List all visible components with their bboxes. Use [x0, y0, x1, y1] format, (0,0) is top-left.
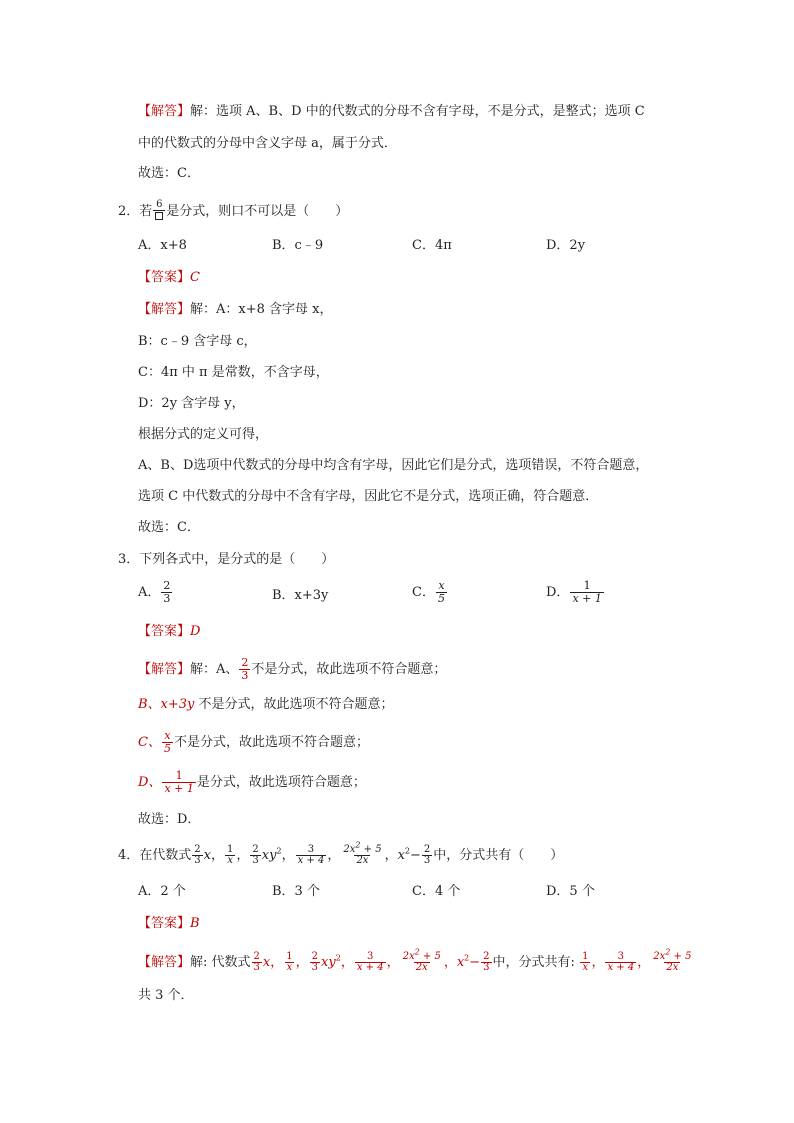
answer-tag: 【答案】	[138, 916, 191, 931]
answer-tag: 【答案】	[138, 624, 191, 639]
q2-stem-text: 是分式，则口不可以是（ ）	[166, 204, 349, 219]
solution-result-expressions: $\frac{1}{x}$ ， $\frac{3}{x + 4}$ ， $\frac{2x^2 + 5}{2x}$	[582, 947, 692, 973]
solution-fraction	[162, 730, 173, 755]
solution-tag: 【解答】	[138, 302, 191, 317]
q4-option-a: A．2 个	[138, 884, 186, 899]
answer-value: C	[190, 270, 200, 285]
fraction-denominator: x + 1	[572, 592, 602, 605]
solution-fraction	[162, 770, 195, 795]
q2-solution-line1	[138, 300, 333, 320]
solution-tag: 【解答】	[138, 955, 191, 970]
q4-answer	[138, 914, 200, 934]
q4-stem-text: 4．在代数式	[118, 848, 192, 863]
q3-solution-line4	[138, 770, 366, 795]
option-fraction	[570, 580, 603, 605]
q3-choice: 故选：D．	[138, 812, 201, 827]
solution-expression: B、x+3y	[138, 697, 195, 712]
solution-text: 解: 代数式	[190, 955, 251, 970]
q3-solution-line3	[138, 730, 369, 755]
option-label: D．	[546, 585, 570, 600]
fraction-denominator: 5	[437, 592, 445, 605]
solution-expression: C、	[138, 735, 161, 750]
fraction-denominator	[153, 210, 165, 223]
fraction-numerator: 1	[175, 769, 183, 782]
q4-stem-text: 中，分式共有（ ）	[433, 848, 564, 863]
answer-tag: 【答案】	[138, 270, 191, 285]
q1-solution-line1	[138, 102, 645, 122]
q2-option-d: D．2y	[546, 238, 586, 253]
q2-answer	[138, 268, 200, 288]
q3-option-b: B．x+3y	[272, 588, 329, 603]
q2-solution-line5: 根据分式的定义可得，	[138, 427, 269, 442]
solution-fraction	[239, 657, 250, 682]
q2-solution-line4: D：2y 含字母 y，	[138, 396, 245, 411]
q2-solution-line2: B：c﹣9 含字母 c，	[138, 334, 257, 349]
q2-solution-line7: 选项 C 中代数式的分母中不含有字母，因此它不是分式，选项正确，符合题意．	[138, 489, 599, 504]
solution-text: 解：选项 A、B、D 中的代数式的分母不含有字母，不是分式，是整式；选项 C	[190, 104, 645, 119]
solution-text: 不是分式，故此选项不符合题意；	[194, 697, 394, 712]
answer-value: B	[190, 916, 200, 931]
q2-choice: 故选：C．	[138, 520, 200, 535]
solution-text: 解：A：x+8 含字母 x，	[190, 302, 333, 317]
q2-stem	[118, 200, 348, 223]
q3-solution-line2	[138, 695, 394, 715]
q2-number: 2．若	[118, 204, 153, 219]
fraction-denominator: 3	[163, 592, 171, 605]
q3-solution-line1	[138, 657, 446, 682]
fraction-denominator: 5	[163, 742, 171, 755]
solution-tag: 【解答】	[138, 104, 191, 119]
solution-text: 不是分式，故此选项不符合题意；	[251, 662, 447, 677]
solution-expressions: $\frac{2}{3}$ x， $\frac{1}{x}$ ， $\frac{2}{3}$ $xy^2$， $\frac{3}{x + 4}$ ， $\frac{2x^2 + 5}{2x}$ ，$x^2-$ $\frac{2}{3}$	[253, 947, 490, 973]
option-fraction	[436, 580, 447, 605]
q2-fraction	[153, 200, 165, 223]
q2-option-a: A．x+8	[138, 238, 187, 253]
q4-option-b: B．3 个	[272, 884, 320, 899]
solution-text: 不是分式，故此选项不符合题意；	[173, 735, 369, 750]
q2-solution-line6: A、B、D选项中代数式的分母中均含有字母，因此它们是分式，选项错误，不符合题意，	[138, 458, 649, 473]
q4-solution-line2: 共 3 个．	[138, 988, 194, 1003]
q4-expressions: $\frac{2}{3}$ x， $\frac{1}{x}$ ， $\frac{2}{3}$ $xy^2$， $\frac{3}{x + 4}$ ， $\frac{2x^2 + 5}{2x}$ ，$x^2-$ $\frac{2}{3}$	[194, 840, 431, 866]
q3-option-c	[412, 580, 448, 605]
option-label: A．	[138, 585, 161, 600]
answer-value: D	[190, 624, 201, 639]
solution-text: 中，分式共有:	[492, 955, 575, 970]
q2-option-c: C．4π	[412, 238, 452, 253]
q2-solution-line3: C：4π 中 π 是常数，不含字母，	[138, 365, 329, 380]
solution-text: 解：A、	[190, 662, 239, 677]
q4-option-d: D．5 个	[546, 884, 595, 899]
solution-text: 是分式，故此选项符合题意；	[196, 775, 366, 790]
fraction-denominator: x + 1	[164, 782, 194, 795]
q3-option-a	[138, 580, 173, 605]
solution-expression: D、	[138, 775, 162, 790]
q1-choice: 故选：C．	[138, 166, 200, 181]
fraction-numerator: 1	[583, 579, 591, 592]
fraction-denominator: 3	[241, 669, 249, 682]
fraction-numerator: 6	[156, 199, 163, 210]
fraction-numerator: x	[438, 579, 445, 592]
q1-solution-line2: 中的代数式的分母中含义字母 a，属于分式．	[138, 136, 397, 151]
option-label: C．	[412, 585, 435, 600]
q2-option-b: B．c﹣9	[272, 238, 324, 253]
q3-answer	[138, 622, 200, 642]
option-fraction	[161, 580, 172, 605]
fraction-numerator: x	[164, 729, 171, 742]
q3-stem: 3．下列各式中，是分式的是（ ）	[118, 552, 335, 567]
fraction-numerator: 2	[241, 656, 249, 669]
solution-tag: 【解答】	[138, 662, 191, 677]
q3-option-d	[546, 580, 605, 605]
q4-solution-line1	[138, 947, 694, 973]
blank-box-icon	[155, 212, 163, 220]
q4-stem	[118, 840, 564, 866]
fraction-numerator: 2	[163, 579, 171, 592]
q4-option-c: C．4 个	[412, 884, 461, 899]
